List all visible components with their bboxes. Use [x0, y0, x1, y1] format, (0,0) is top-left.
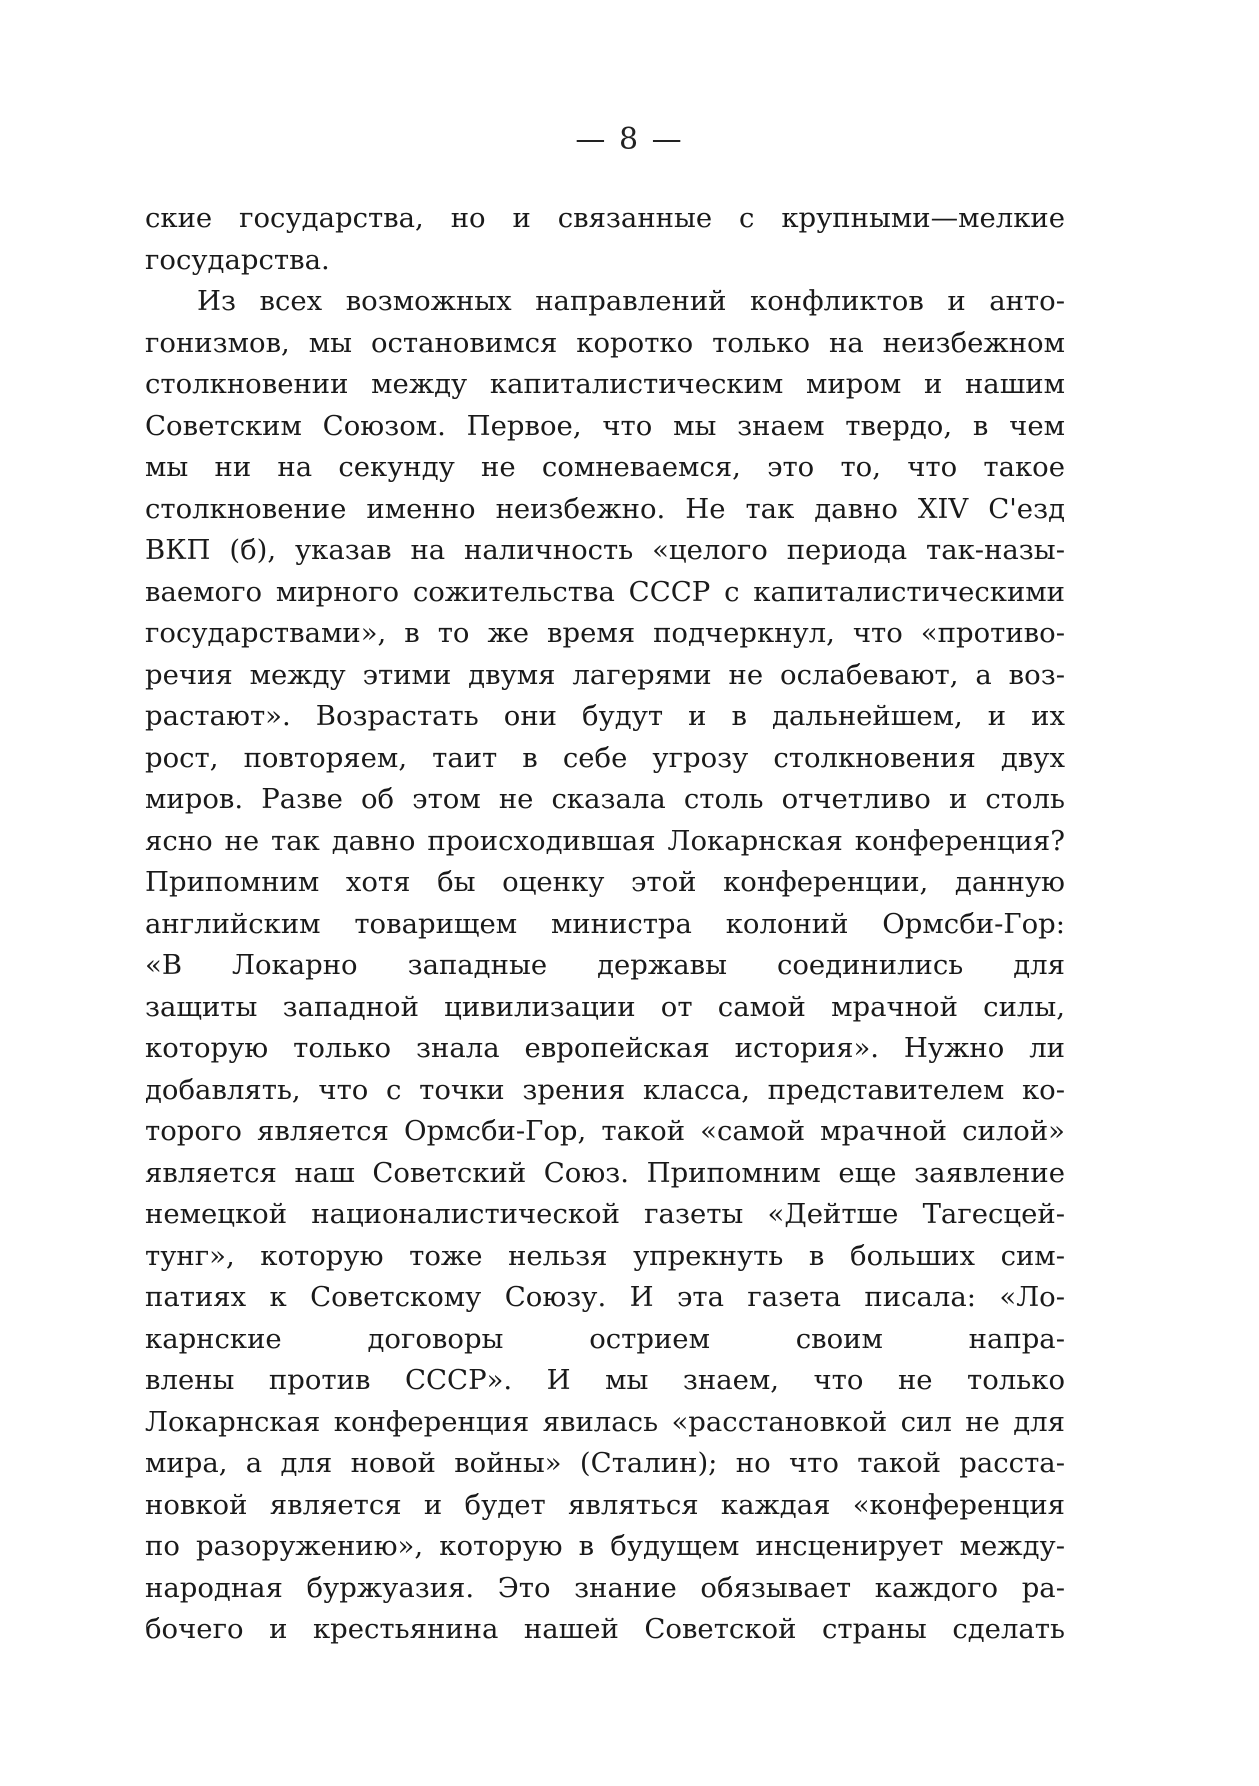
text-line: столкновении между капиталистическим миром и нашим — [145, 368, 1065, 400]
text-line: ские государства, но и связанные с крупными—мелкие — [145, 202, 1065, 234]
text-line: карнские договоры острием своим напра- — [145, 1322, 1065, 1355]
text-line: немецкой националистической газеты «Дейтше Тагесцей- — [145, 1198, 1065, 1230]
text-line: которую только знала европейская история». Нужно ли — [145, 1032, 1065, 1064]
text-line: «В Локарно западные державы соединились для — [145, 949, 1065, 981]
text-line: защиты западной цивилизации от самой мрачной силы, — [145, 990, 1065, 1023]
text-line: ВКП (б), указав на наличность «целого периода так-назы- — [145, 534, 1065, 566]
text-line: государства. — [145, 243, 330, 276]
text-line: тунг», которую тоже нельзя упрекнуть в больших сим- — [145, 1239, 1065, 1272]
text-line: народная буржуазия. Это знание обязывает каждого ра- — [145, 1571, 1065, 1604]
text-line: миров. Разве об этом не сказала столь отчетливо и столь — [145, 783, 1065, 815]
text-line: бочего и крестьянина нашей Советской страны сделать — [145, 1613, 1065, 1645]
text-line: влены против СССР». И мы знаем, что не только — [145, 1364, 1065, 1396]
text-line: ваемого мирного сожительства СССР с капиталистическими — [145, 575, 1065, 608]
page-number: — 8 — — [575, 122, 684, 157]
text-line: Советским Союзом. Первое, что мы знаем твердо, в чем — [145, 409, 1065, 442]
text-line: мира, а для новой войны» (Сталин); но что такой расста- — [145, 1447, 1065, 1479]
text-line: столкновение именно неизбежно. Не так давно XIV С'езд — [145, 492, 1065, 525]
text-line: гонизмов, мы остановимся коротко только на неизбежном — [145, 326, 1065, 359]
text-line: является наш Советский Союз. Припомним еще заявление — [145, 1156, 1065, 1189]
text-line: рост, повторяем, таит в себе угрозу столкновения двух — [145, 741, 1065, 774]
text-line: мы ни на секунду не сомневаемся, это то, что такое — [145, 451, 1065, 483]
text-line: государствами», в то же время подчеркнул, что «противо- — [145, 617, 1065, 649]
text-line: Из всех возможных направлений конфликтов и анто- — [197, 285, 1065, 317]
text-line: торого является Ормсби-Гор, такой «самой мрачной силой» — [145, 1115, 1065, 1147]
body-text — [145, 198, 1065, 1651]
text-line: ясно не так давно происходившая Локарнская конференция? — [145, 824, 1065, 857]
text-line: добавлять, что с точки зрения класса, представителем ко- — [145, 1073, 1065, 1106]
text-line: Локарнская конференция явилась «расстановкой сил не для — [145, 1405, 1065, 1438]
text-line: по разоружению», которую в будущем инсценирует между- — [145, 1530, 1065, 1562]
text-line: английским товарищем министра колоний Ормсби-Гор: — [145, 907, 1065, 940]
text-line: растают». Возрастать они будут и в дальнейшем, и их — [145, 700, 1065, 732]
text-line: новкой является и будет являться каждая «конференция — [145, 1488, 1065, 1521]
text-line: Припомним хотя бы оценку этой конференции, данную — [145, 866, 1065, 898]
text-line: речия между этими двумя лагерями не ослабевают, а воз- — [145, 658, 1065, 691]
text-line: патиях к Советскому Союзу. И эта газета писала: «Ло- — [145, 1281, 1065, 1313]
